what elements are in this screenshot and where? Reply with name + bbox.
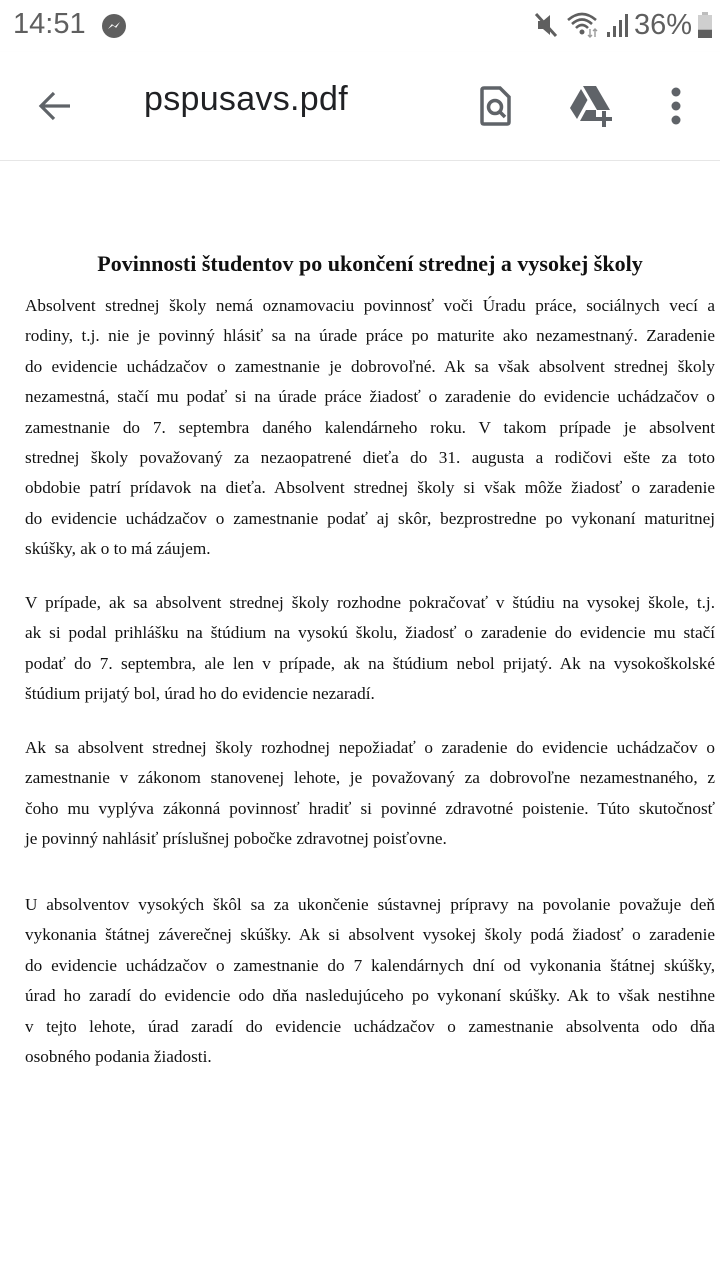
add-to-drive-button[interactable] bbox=[566, 82, 614, 130]
paragraph-line: rodiny, t.j. nie je povinný hlásiť sa na úrade práce po maturite ako nezamestnaný. Zaradenie bbox=[25, 326, 715, 346]
messenger-icon bbox=[102, 14, 126, 38]
status-time: 14:51 bbox=[13, 8, 86, 40]
paragraph-line: úrad ho zaradí do evidencie odo dňa nasledujúceho po vykonaní skúšky. Ak to však nestihne bbox=[25, 986, 715, 1006]
paragraph-line: podať do 7. septembra, ale len v prípade, ak na štúdium nebol prijatý. Ak na vysokoškolské bbox=[25, 653, 715, 673]
paragraph-line: do evidencie uchádzačov o zamestnanie je dobrovoľné. Ak sa však absolvent strednej školy bbox=[25, 356, 715, 376]
paragraph-line: vykonania štátnej záverečnej skúšky. Ak si absolvent vysokej školy podá žiadosť o zaradenie bbox=[25, 925, 715, 945]
battery-percent: 36% bbox=[633, 8, 692, 41]
document-title: Povinnosti študentov po ukončení strednej a vysokej školy bbox=[97, 251, 643, 276]
mute-icon bbox=[534, 11, 560, 39]
battery-icon bbox=[698, 12, 712, 38]
paragraph-line: je povinný nahlásiť príslušnej pobočke zdravotnej poisťovne. bbox=[25, 829, 447, 849]
paragraph-line: čoho mu vyplýva zákonná povinnosť hradiť si povinné zdravotné poistenie. Túto skutočnosť bbox=[25, 798, 715, 818]
paragraph-line: obdobie patrí prídavok na dieťa. Absolvent strednej školy si však môže žiadosť o zaradenie bbox=[25, 478, 715, 498]
paragraph-line: zamestnanie do 7. septembra daného kalendárneho roku. V takom prípade je absolvent bbox=[25, 417, 715, 437]
paragraph-line: štúdium prijatý bol, úrad ho do evidencie nezaradí. bbox=[25, 684, 375, 704]
pdf-page[interactable] bbox=[0, 161, 720, 1280]
add-to-drive-icon bbox=[566, 82, 614, 130]
more-options-icon bbox=[652, 82, 700, 130]
signal-icon bbox=[606, 12, 628, 38]
paragraph-line: skúšky, ak o to má záujem. bbox=[25, 539, 211, 559]
paragraph-line: V prípade, ak sa absolvent strednej školy rozhodne pokračovať v štúdiu na vysokej škole, t.j. bbox=[25, 593, 715, 612]
file-name: pspusavs.pdf bbox=[144, 80, 348, 118]
status-icons bbox=[534, 8, 712, 42]
paragraph-line: nezamestná, stačí mu podať si na úrade práce žiadosť o zaradenie do evidencie uchádzačov o bbox=[25, 387, 715, 407]
status-bar bbox=[0, 0, 720, 52]
app-bar bbox=[0, 52, 720, 161]
paragraph-line: ak si podal prihlášku na štúdium na vysokú školu, žiadosť o zaradenie do evidencie mu stačí bbox=[25, 623, 715, 643]
more-options-button[interactable] bbox=[652, 82, 700, 130]
paragraph-line: Ak sa absolvent strednej školy rozhodnej nepožiadať o zaradenie do evidencie uchádzačov o bbox=[25, 738, 715, 757]
back-arrow-icon bbox=[36, 86, 76, 126]
wifi-icon bbox=[566, 11, 600, 39]
paragraph-line: v tejto lehote, úrad zaradí do evidencie uchádzačov o zamestnanie absolventa odo dňa bbox=[25, 1016, 715, 1036]
find-in-document-button[interactable] bbox=[472, 82, 520, 130]
paragraph-line: do evidencie uchádzačov o zamestnanie do 7 kalendárnych dní od vykonania štátnej skúšky, bbox=[25, 955, 715, 975]
paragraph-line: U absolventov vysokých škôl sa za ukončenie sústavnej prípravy na povolanie považuje deň bbox=[25, 895, 715, 914]
paragraph-line: zamestnanie v zákonom stanovenej lehote, je považovaný za dobrovoľne nezamestnaného, z bbox=[25, 768, 715, 788]
paragraph-line: Absolvent strednej školy nemá oznamovaciu povinnosť voči Úradu práce, sociálnych vecí a bbox=[25, 296, 715, 315]
find-in-document-icon bbox=[472, 82, 520, 130]
paragraph-line: osobného podania žiadosti. bbox=[25, 1047, 212, 1066]
paragraph-line: do evidencie uchádzačov o zamestnanie podať aj skôr, bezprostredne po vykonaní maturitnej bbox=[25, 508, 715, 528]
paragraph-line: strednej školy považovaný za nezaopatrené dieťa do 31. augusta a rodičovi ešte za toto bbox=[25, 448, 715, 467]
back-button[interactable] bbox=[36, 86, 76, 126]
